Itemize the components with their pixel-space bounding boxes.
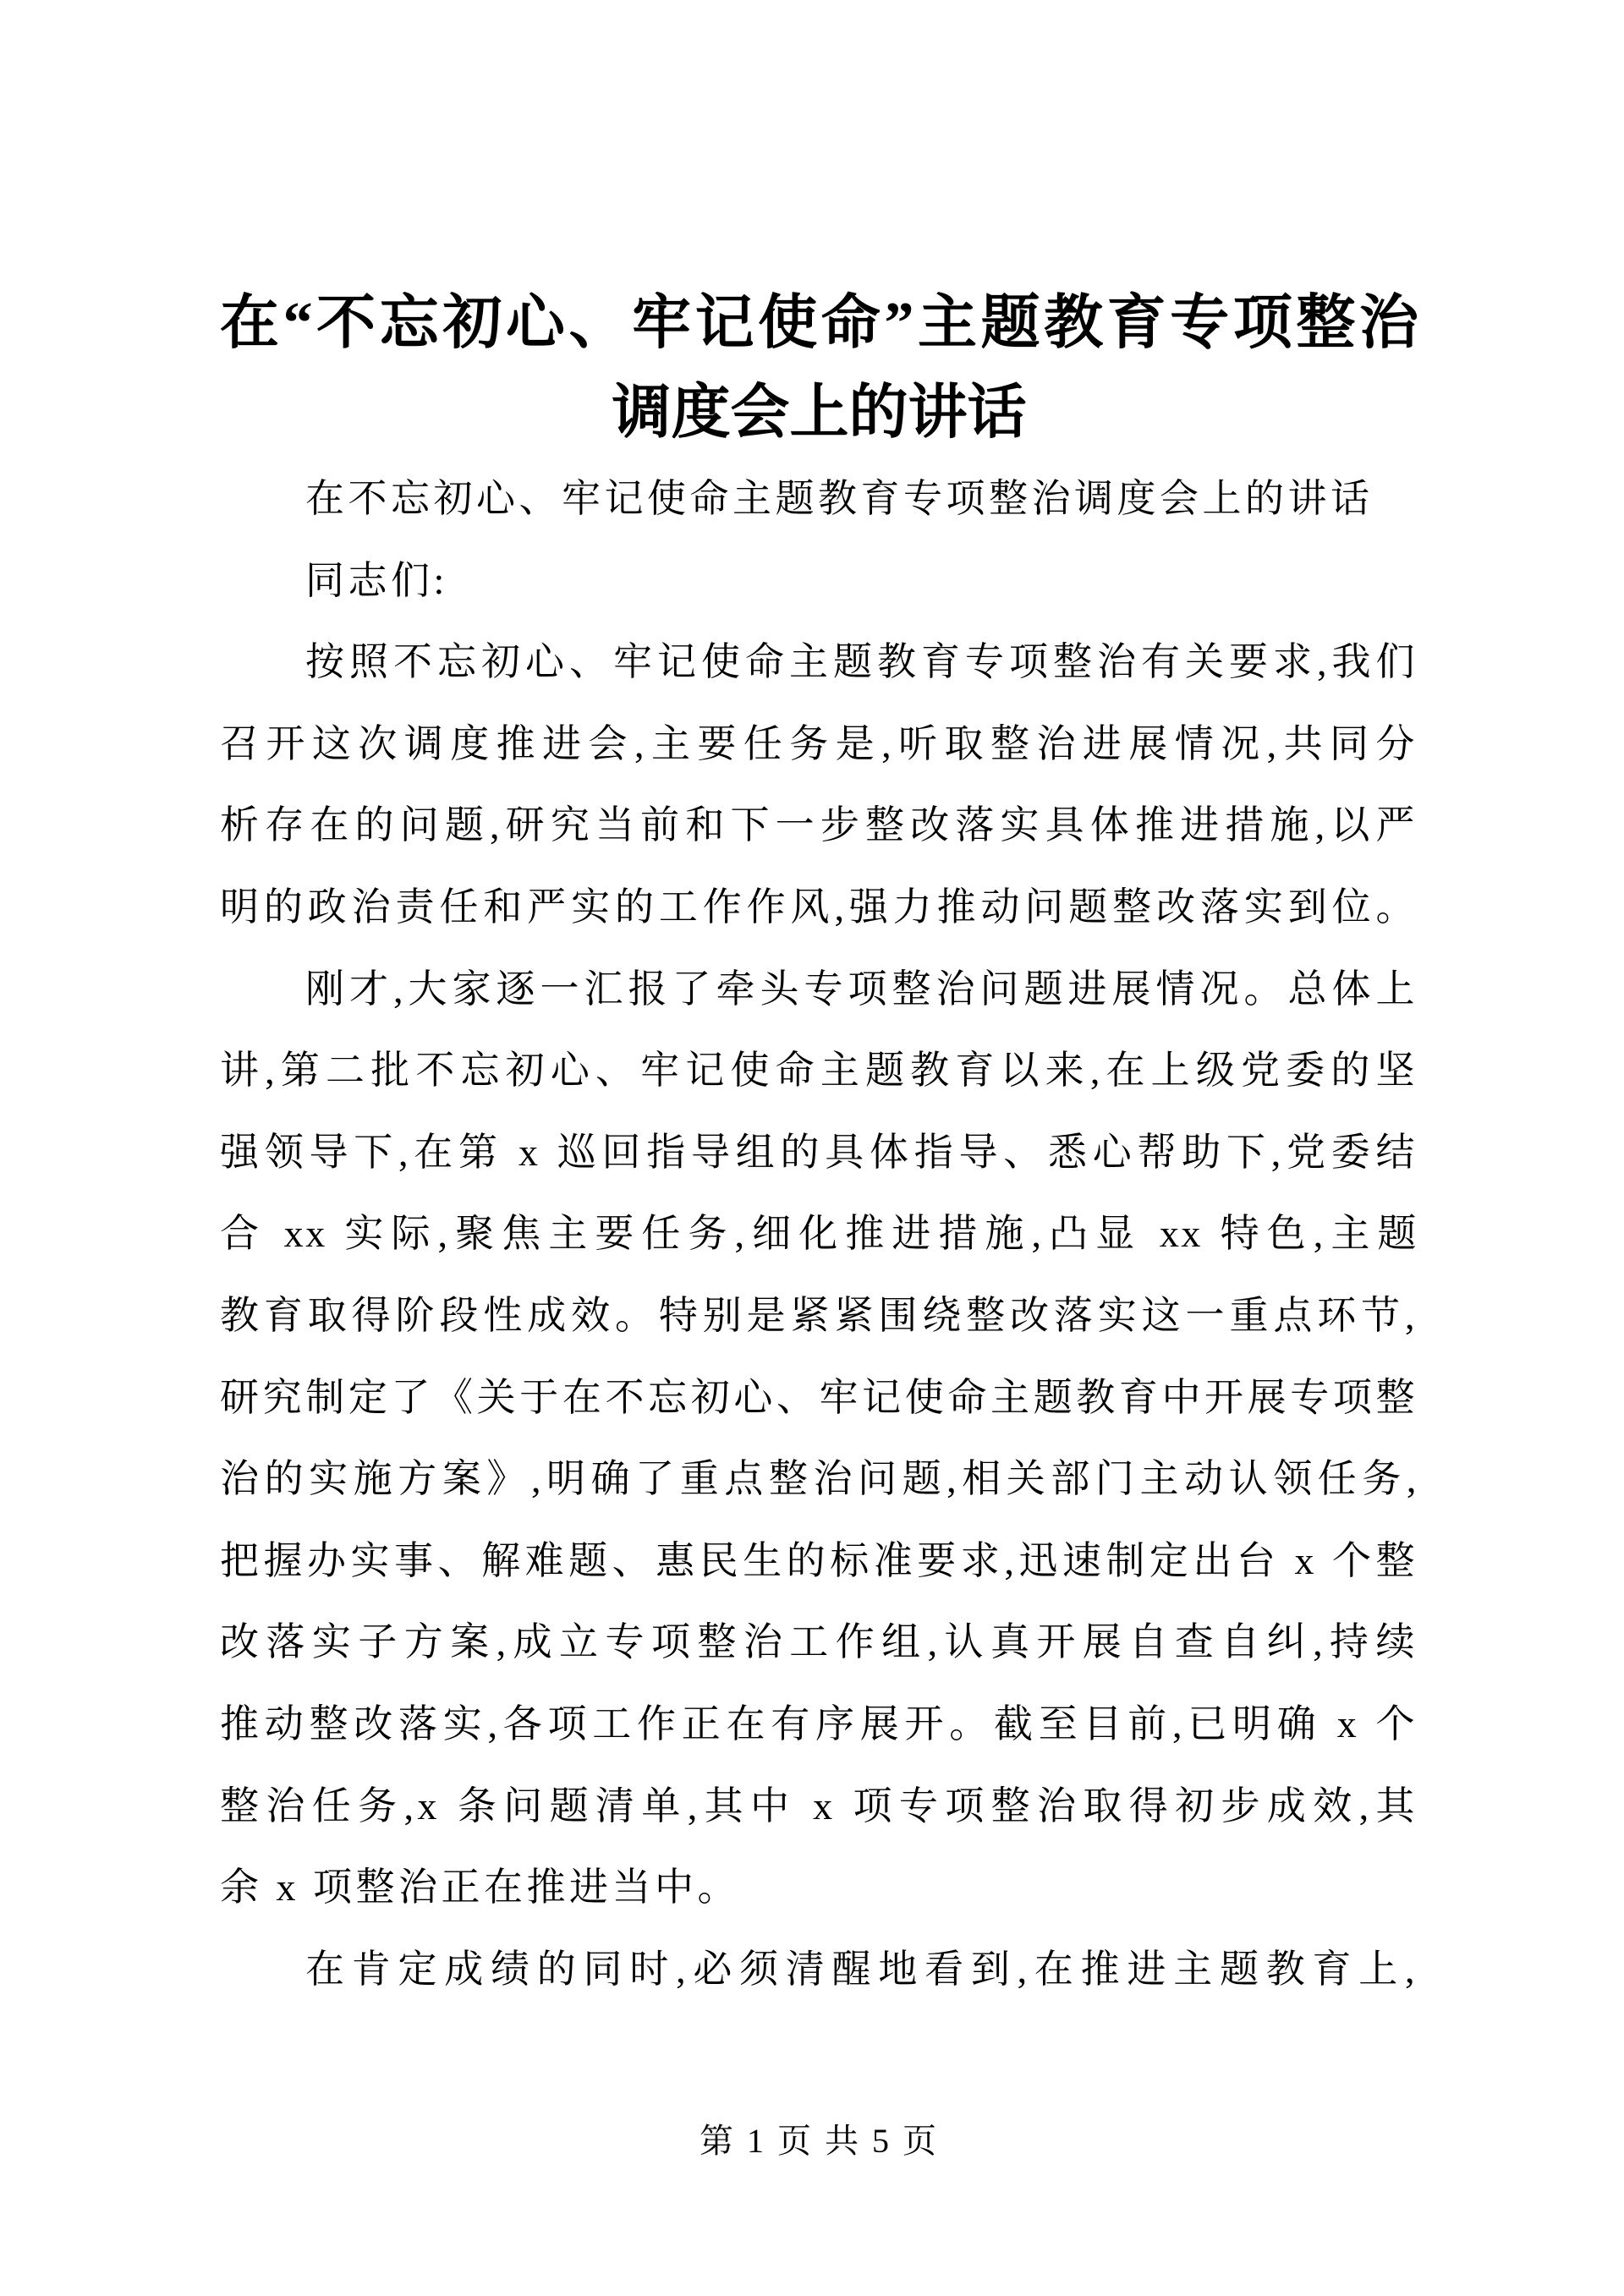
- body-line-10: 合 xx 实际,聚焦主要任务,细化推进措施,凸显 xx 特色,主题: [220, 1212, 1418, 1256]
- body-line-12: 研究制定了《关于在不忘初心、牢记使命主题教育中开展专项整: [220, 1375, 1418, 1419]
- body-line-14: 把握办实事、解难题、惠民生的标准要求,迅速制定出台 x 个整: [220, 1538, 1418, 1582]
- body-line-18: 余 x 项整治正在推进当中。: [220, 1866, 740, 1910]
- body-line-17: 整治任务,x 条问题清单,其中 x 项专项整治取得初步成效,其: [220, 1784, 1418, 1827]
- document-title: [220, 279, 1418, 458]
- body-line-7: 刚才,大家逐一汇报了牵头专项整治问题进展情况。总体上: [305, 967, 1418, 1011]
- body-line-13: 治的实施方案》,明确了重点整治问题,相关部门主动认领任务,: [220, 1457, 1418, 1501]
- body-line-19: 在肯定成绩的同时,必须清醒地看到,在推进主题教育上,: [305, 1947, 1418, 1991]
- body-line-5: 析存在的问题,研究当前和下一步整改落实具体推进措施,以严: [220, 803, 1419, 847]
- body-line-9: 强领导下,在第 x 巡回指导组的具体指导、悉心帮助下,党委结: [220, 1130, 1418, 1174]
- body-line-11: 教育取得阶段性成效。特别是紧紧围绕整改落实这一重点环节,: [220, 1293, 1418, 1337]
- body-line-2: 同志们:: [305, 558, 448, 602]
- body-line-6: 明的政治责任和严实的工作作风,强力推动问题整改落实到位。: [220, 885, 1418, 929]
- body-line-4: 召开这次调度推进会,主要任务是,听取整治进展情况,共同分: [220, 721, 1418, 765]
- page-number-footer: 第 1 页 共 5 页: [700, 2122, 939, 2160]
- body-line-3: 按照不忘初心、牢记使命主题教育专项整治有关要求,我们: [305, 640, 1418, 684]
- title-line-2: 调度会上的讲话: [612, 381, 1027, 446]
- body-line-15: 改落实子方案,成立专项整治工作组,认真开展自查自纠,持续: [220, 1620, 1418, 1664]
- body-line-16: 推动整改落实,各项工作正在有序展开。截至目前,已明确 x 个: [220, 1701, 1418, 1745]
- document-body: [220, 458, 1418, 2010]
- body-line-1: 在不忘初心、牢记使命主题教育专项整治调度会上的讲话: [305, 477, 1374, 520]
- title-line-1: 在“不忘初心、牢记使命”主题教育专项整治: [220, 291, 1418, 356]
- body-line-8: 讲,第二批不忘初心、牢记使命主题教育以来,在上级党委的坚: [220, 1049, 1418, 1093]
